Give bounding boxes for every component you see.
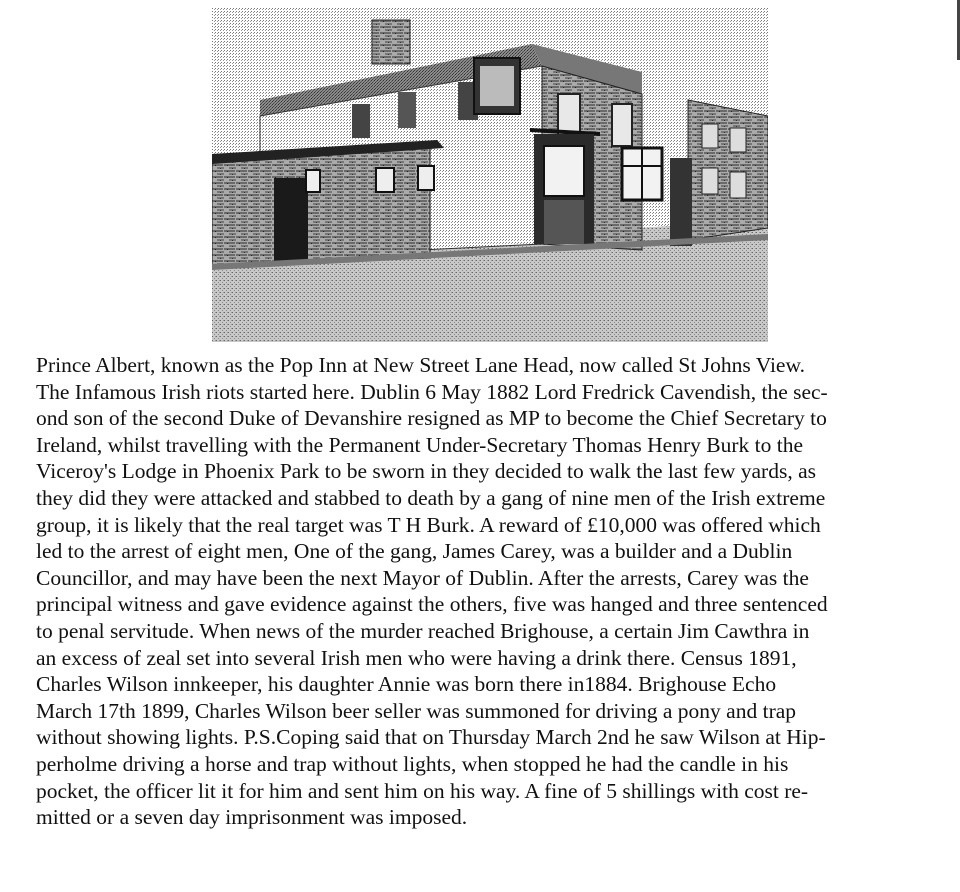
caption-line: perholme driving a horse and trap without lights, when stopped he had the candle in his <box>36 751 789 776</box>
pub-photo <box>212 8 768 342</box>
pub-building-illustration <box>212 8 768 342</box>
caption-line: to penal servitude. When news of the murder reached Brighouse, a certain Jim Cawthra in <box>36 618 810 643</box>
caption-line: group, it is likely that the real target was T H Burk. A reward of £10,000 was offered which <box>36 512 821 537</box>
caption-line: mitted or a seven day imprisonment was imposed. <box>36 805 468 830</box>
caption-line: pocket, the officer lit it for him and sent him on his way. A fine of 5 shillings with cost re- <box>36 778 809 803</box>
caption-line: principal witness and gave evidence against the others, five was hanged and three sentenced <box>36 592 828 617</box>
caption-line: Prince Albert, known as the Pop Inn at New Street Lane Head, now called St Johns View. <box>36 353 805 377</box>
caption-line: they did they were attacked and stabbed to death by a gang of nine men of the Irish extreme <box>36 485 826 510</box>
caption-line: without showing lights. P.S.Coping said that on Thursday March 2nd he saw Wilson at Hip- <box>36 725 826 750</box>
caption-line: The Infamous Irish riots started here. Dublin 6 May 1882 Lord Fredrick Cavendish, the sec- <box>36 379 828 404</box>
caption-line: Ireland, whilst travelling with the Permanent Under-Secretary Thomas Henry Burk to the <box>36 432 803 457</box>
photo-caption <box>36 352 948 831</box>
caption-line: an excess of zeal set into several Irish men who were having a drink there. Census 1891, <box>36 645 797 670</box>
caption-line: led to the arrest of eight men, One of the gang, James Carey, was a builder and a Dublin <box>36 539 793 564</box>
caption-line: March 17th 1899, Charles Wilson beer seller was summoned for driving a pony and trap <box>36 698 797 723</box>
caption-line: Viceroy's Lodge in Phoenix Park to be sworn in they decided to walk the last few yards, as <box>36 459 816 484</box>
caption-line: Councillor, and may have been the next Mayor of Dublin. After the arrests, Carey was the <box>36 565 809 590</box>
caption-line: ond son of the second Duke of Devanshire resigned as MP to become the Chief Secretary to <box>36 406 827 431</box>
caption-line: Charles Wilson innkeeper, his daughter Annie was born there in1884. Brighouse Echo <box>36 672 777 697</box>
